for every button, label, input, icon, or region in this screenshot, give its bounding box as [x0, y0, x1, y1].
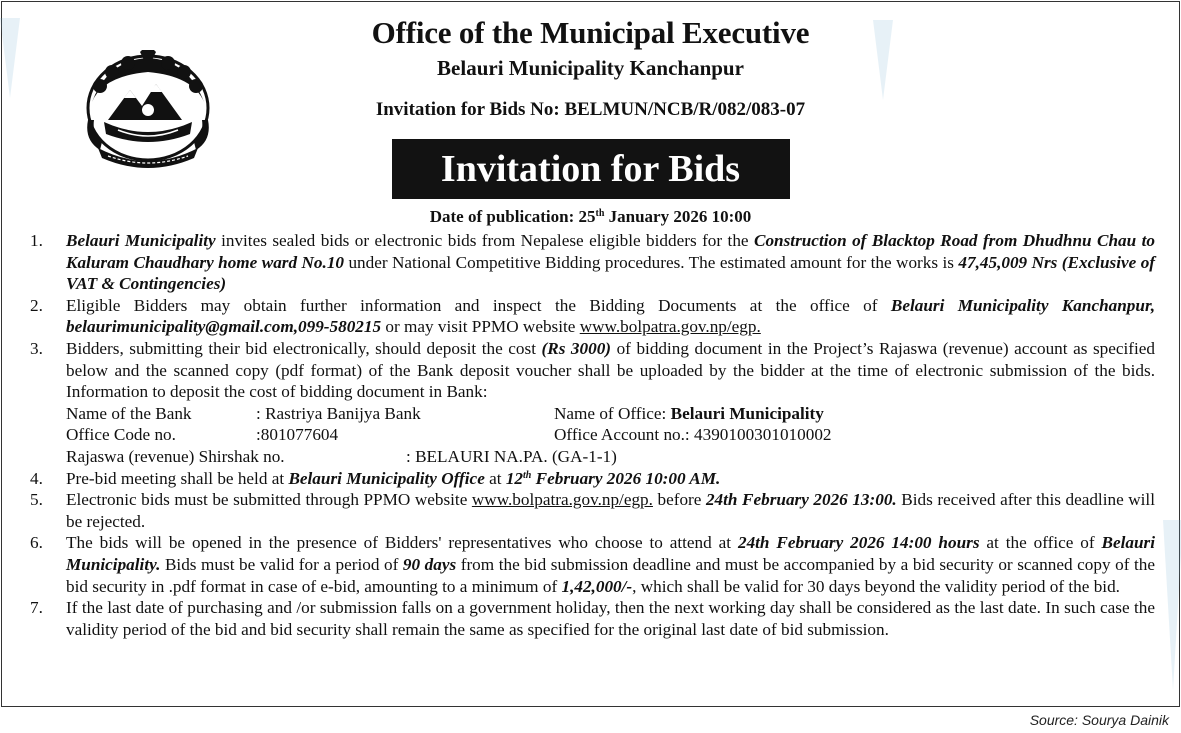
office-title: Office of the Municipal Executive — [371, 15, 810, 50]
item-text: of bidding document in the Project’s Rajaswa (revenue) account as specified below and the scanned copy (pdf format) of the Bank deposit voucher shall be uploaded by the bidder at the time of electronic submission of the bids. Information to deposit the cost of bidding document in Bank: — [66, 338, 1155, 402]
municipality-name: Belauri Municipality Kanchanpur — [437, 56, 744, 80]
office-code-label: Office Code no. — [66, 425, 176, 445]
item-text: Belauri Municipality — [66, 231, 216, 250]
list-item-5 — [30, 489, 1155, 532]
bid-number: Invitation for Bids No: BELMUN/NCB/R/082/083-07 — [375, 99, 806, 120]
item-text: (Rs 3000) — [541, 338, 612, 358]
notice-header — [0, 14, 1181, 122]
item-number: 6. — [30, 533, 43, 553]
office-name-label: Name of Office: — [554, 403, 671, 423]
item-number: 4. — [30, 468, 43, 488]
pubdate-prefix: Date of publication: 25 — [429, 207, 596, 226]
shirshak-value: : BELAURI NA.PA. (GA-1-1) — [406, 446, 617, 466]
item-number: 7. — [30, 598, 43, 618]
source-credit: Source: Sourya Dainik — [1029, 712, 1169, 728]
list-item-4 — [30, 468, 1155, 490]
list-item-7 — [30, 597, 1155, 640]
banner-wrap — [0, 139, 1181, 199]
publication-date — [0, 206, 1181, 228]
item-text: Belauri Municipality. — [66, 533, 1156, 574]
pubdate-suffix: January 2026 10:00 — [604, 207, 752, 226]
bank-value: : Rastriya Banijya Bank — [256, 403, 421, 423]
item-text: invites sealed bids or electronic bids from Nepalese eligible bidders for the — [215, 231, 754, 250]
item-number: 3. — [30, 338, 43, 358]
item-text: If the last date of purchasing and /or submission falls on a government holiday, then the next working day shall be considered as the last date. In such case the validity period of the bid and bid security shall remain the same as specified for the original last date of bid submission. — [66, 598, 1155, 639]
shirshak-label: Rajaswa (revenue) Shirshak no. — [66, 446, 285, 466]
list-item-2 — [30, 295, 1155, 338]
item-text: Bids received after this deadline will be rejected. — [66, 490, 1155, 531]
item-text: Belauri Municipality Office — [288, 468, 485, 488]
item-text: or may visit PPMO website — [381, 317, 580, 337]
item-text: Construction of Blacktop Road from Dhudhnu Chau to Kaluram Chaudhary home ward No.10 — [66, 231, 1155, 272]
office-name — [554, 403, 824, 425]
item-text: 12 — [505, 468, 524, 488]
item-number: 1. — [30, 231, 43, 250]
bank-details — [30, 403, 1155, 468]
item-text: Eligible Bidders may obtain further information and inspect the Bidding Documents at the office of — [66, 295, 891, 315]
bank-row — [66, 424, 1155, 446]
item-text: 24th February 2026 14:00 hours — [737, 533, 980, 553]
website-link[interactable]: www.bolpatra.gov.np/egp. — [579, 317, 761, 337]
item-text: at the office of — [979, 533, 1102, 553]
pubdate-sup: th — [595, 208, 605, 219]
item-text: 1,42,000/- — [561, 576, 633, 596]
bank-row — [66, 446, 1155, 468]
item-text: February 2026 10:00 AM. — [531, 468, 721, 488]
item-text: from the bid submission deadline and must be accompanied by a bid security or scanned copy of the bid security in .pdf format in case of e-bid, amounting to a minimum of — [66, 554, 1155, 596]
item-text: under National Competitive Bidding procedures. The estimated amount for the works is — [344, 252, 959, 272]
item-text: The bids will be opened in the presence of Bidders' representatives who choose to attend at — [66, 533, 738, 553]
item-number: 5. — [30, 490, 43, 510]
bank-label: Name of the Bank — [66, 403, 192, 423]
website-link[interactable]: www.bolpatra.gov.np/egp. — [471, 490, 653, 510]
item-number: 2. — [30, 295, 43, 315]
item-text: at — [484, 468, 506, 488]
office-name-value: Belauri Municipality — [670, 403, 824, 423]
item-text: th — [523, 469, 532, 481]
item-text: Electronic bids must be submitted through PPMO website — [66, 490, 472, 510]
item-text: Belauri Municipality Kanchanpur, belaurimunicipality@gmail.com,099-580215 — [66, 295, 1155, 337]
item-text: 24th February 2026 13:00. — [705, 490, 897, 510]
item-text: , which shall be valid for 30 days beyond the validity period of the bid. — [632, 576, 1120, 596]
item-text: Pre-bid meeting shall be held at — [66, 468, 289, 488]
watermark-mark-icon — [1163, 520, 1181, 690]
item-text: 47,45,009 Nrs (Exclusive of VAT & Contingencies) — [66, 252, 1156, 294]
bank-row — [66, 403, 1155, 425]
invitation-banner: Invitation for Bids — [392, 139, 790, 199]
office-account: Office Account no.: 4390100301010002 — [554, 425, 832, 445]
item-text: Bids must be valid for a period of — [160, 554, 403, 574]
list-item-1 — [30, 230, 1155, 295]
list-item-3 — [30, 338, 1155, 403]
item-text: Bidders, submitting their bid electronically, should deposit the cost — [66, 338, 542, 358]
office-code-value: :801077604 — [256, 425, 339, 445]
item-text: 90 days — [402, 554, 457, 574]
item-text: before — [652, 490, 706, 510]
notice-body — [30, 230, 1155, 640]
list-item-6 — [30, 532, 1155, 597]
